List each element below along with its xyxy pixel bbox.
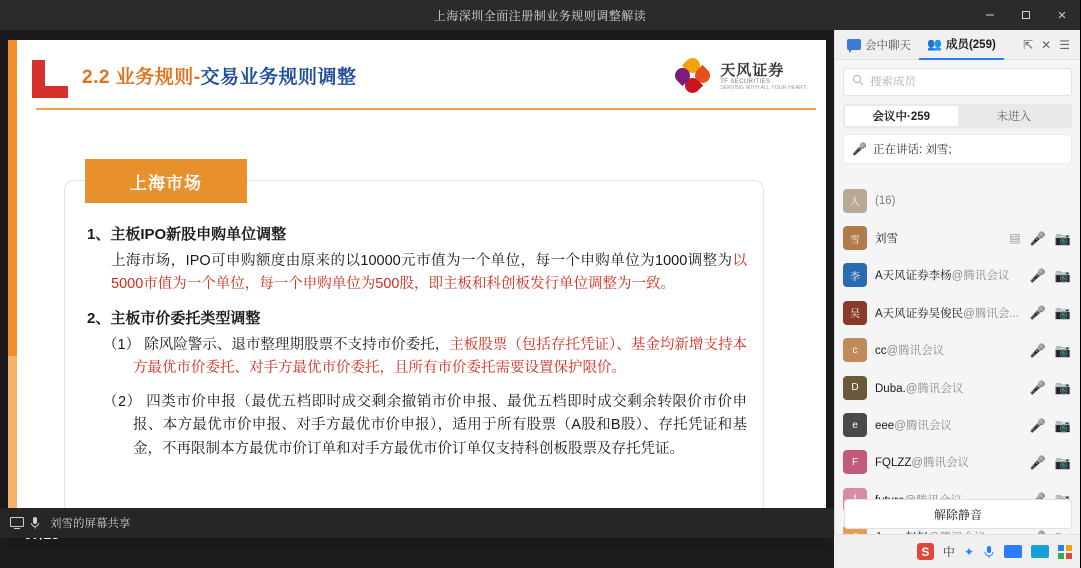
list-item[interactable]: [835, 406, 1081, 443]
slide-title-orange: 2.2 业务规则-: [82, 67, 201, 88]
active-speaker-banner: [843, 134, 1072, 164]
avatar: 吴: [843, 301, 867, 325]
tab-members-label: 成员(259): [945, 38, 996, 51]
camera-off-icon[interactable]: 📷: [1054, 380, 1071, 396]
camera-off-icon[interactable]: 📷: [1054, 267, 1071, 283]
list-item[interactable]: [835, 294, 1081, 331]
member-name: FQLZZ@腾讯会议: [875, 457, 970, 470]
people-icon: 👥: [927, 36, 942, 51]
panel-menu-icon[interactable]: ☰: [1059, 37, 1070, 52]
camera-off-icon[interactable]: 📷: [1054, 342, 1071, 358]
mic-off-icon[interactable]: 🎤: [1029, 305, 1046, 321]
member-name: Duba.@腾讯会议: [875, 382, 964, 395]
slide-header: [26, 56, 816, 110]
mic-off-icon[interactable]: 🎤: [1029, 267, 1046, 283]
panel-icon[interactable]: [1031, 545, 1049, 558]
member-name: A天风证券吴俊民@腾讯会...: [875, 307, 1019, 320]
shared-screen-stage: [0, 30, 834, 538]
ime-logo-icon[interactable]: S: [917, 543, 934, 560]
item1-body: [111, 250, 747, 297]
section-tag: 上海市场: [85, 159, 247, 203]
avatar: c: [843, 338, 867, 362]
list-item[interactable]: [835, 219, 1081, 256]
logo-l-icon: [32, 60, 68, 98]
slide-title: [82, 62, 357, 89]
share-status-text: 刘雪的屏幕共享: [50, 518, 131, 530]
tab-chat[interactable]: [839, 30, 919, 60]
item2-sub1-plain: （1） 除风险警示、退市整理期股票不支持市价委托，: [103, 336, 450, 353]
dock-icon[interactable]: ⇱: [1023, 37, 1034, 52]
system-tray: [834, 534, 1080, 568]
item2-sub1-red: 主板股票（包括存托凭证）、基金均新增支持本方最优市价委托、对手方最优市价委托，且所有市价委托需要设置保护限价。: [133, 336, 747, 377]
member-name: 刘雪: [875, 233, 898, 246]
avatar: 雪: [843, 226, 867, 250]
panel-footer: [835, 494, 1081, 534]
camera-off-icon[interactable]: 📷: [1054, 417, 1071, 433]
mic-off-icon[interactable]: 🎤: [1029, 454, 1046, 470]
flower-logo-icon: [674, 58, 712, 96]
mic-off-icon[interactable]: 🎤: [1029, 380, 1046, 396]
member-name: (16): [875, 194, 896, 207]
brand-logo: [674, 58, 806, 96]
avatar: D: [843, 376, 867, 400]
active-speaker-text: 正在讲话: 刘雪;: [872, 144, 952, 156]
maximize-button[interactable]: [1008, 0, 1044, 30]
search-input[interactable]: [870, 76, 1063, 88]
avatar: e: [843, 413, 867, 437]
search-area: [835, 60, 1080, 102]
slide-body: [87, 223, 747, 471]
item1-heading: 1、主板IPO新股申购单位调整: [87, 226, 287, 243]
list-item[interactable]: [835, 444, 1081, 481]
item1-body-red: 以5000市值为一个单位，每一个申购单位为500股，即主板和科创板发行单位调整为一致。: [111, 253, 747, 293]
mic-off-icon[interactable]: 🎤: [1029, 342, 1046, 358]
avatar: 人: [843, 189, 867, 213]
close-button[interactable]: [1044, 0, 1080, 30]
filter-in-meeting[interactable]: 会议中·259: [845, 106, 958, 126]
chat-icon: [847, 39, 861, 50]
ime-dot-icon[interactable]: ✦: [963, 544, 974, 559]
camera-on-icon[interactable]: 📷: [1054, 230, 1071, 246]
search-icon: [852, 73, 864, 91]
camera-off-icon[interactable]: 📷: [1054, 454, 1071, 470]
member-name: eee@腾讯会议: [875, 420, 952, 433]
item2-sub2: （2） 四类市价申报（最优五档即时成交剩余撤销市价申报、最优五档即时成交剩余转限价市价申报、本方最优市价申报、对手方最优市价申报），适用于所有股票（A股和B股）、存托凭证和基金，不再限制本方最优市价订单和对手方最优市价订单仅支持科创板股票及存托凭证。: [103, 393, 747, 457]
mic-off-icon[interactable]: 🎤: [1029, 417, 1046, 433]
list-item[interactable]: [835, 182, 1081, 219]
tab-chat-label: 会中聊天: [865, 39, 911, 52]
item2-sub1: [103, 334, 747, 381]
members-panel: [834, 30, 1080, 568]
brand-name-cn: 天风证券: [720, 61, 785, 79]
window-title: 上海深圳全面注册制业务规则调整解读: [433, 8, 647, 23]
ime-language-toggle[interactable]: 中: [942, 545, 955, 559]
window-controls: [972, 0, 1080, 30]
unmute-all-button[interactable]: 解除静音: [844, 499, 1072, 529]
mic-on-icon[interactable]: 🎤: [1029, 230, 1046, 246]
minimize-button[interactable]: [972, 0, 1008, 30]
screen-share-bar: [0, 508, 834, 538]
speaking-mic-icon: 🎤: [852, 142, 867, 156]
item1-body-plain: 上海市场，IPO可申购额度由原来的以10000元市值为一个单位，每一个申购单位为1000调整为: [111, 253, 733, 269]
tab-members[interactable]: [919, 30, 1004, 60]
member-filter-tabs: [843, 104, 1072, 128]
item2-heading: 2、主板市价委托类型调整: [87, 309, 261, 327]
list-item[interactable]: [835, 369, 1081, 406]
member-name: cc@腾讯会议: [875, 345, 945, 358]
mic-icon[interactable]: [983, 545, 995, 559]
slide-content-box: [64, 173, 764, 528]
avatar: F: [843, 450, 867, 474]
list-item[interactable]: [835, 332, 1081, 369]
note-icon[interactable]: ▤: [1009, 231, 1021, 246]
brand-tagline: SERVING WITH ALL YOUR HEART: [720, 84, 806, 91]
title-bar: [0, 0, 1080, 30]
filter-not-joined[interactable]: 未进入: [996, 111, 1031, 123]
screen-share-icon: [10, 516, 24, 530]
member-name: A天风证券李杨@腾讯会议: [875, 270, 1010, 283]
avatar: 李: [843, 263, 867, 287]
brand-name-en: TF SECURITIES: [720, 79, 771, 86]
member-list[interactable]: [835, 182, 1081, 512]
title-divider: [36, 108, 816, 110]
list-item[interactable]: [835, 257, 1081, 294]
search-box[interactable]: [843, 68, 1072, 96]
camera-off-icon[interactable]: 📷: [1054, 305, 1071, 321]
monitor-icon[interactable]: [1004, 545, 1022, 558]
presentation-slide: [8, 40, 826, 550]
panel-tab-bar: [835, 30, 1080, 60]
slide-accent-bar: [8, 40, 17, 550]
microphone-icon: [30, 516, 44, 530]
grid-icon[interactable]: [1058, 545, 1072, 559]
slide-title-blue: 交易业务规则调整: [200, 67, 357, 88]
close-panel-icon[interactable]: ✕: [1041, 37, 1052, 52]
